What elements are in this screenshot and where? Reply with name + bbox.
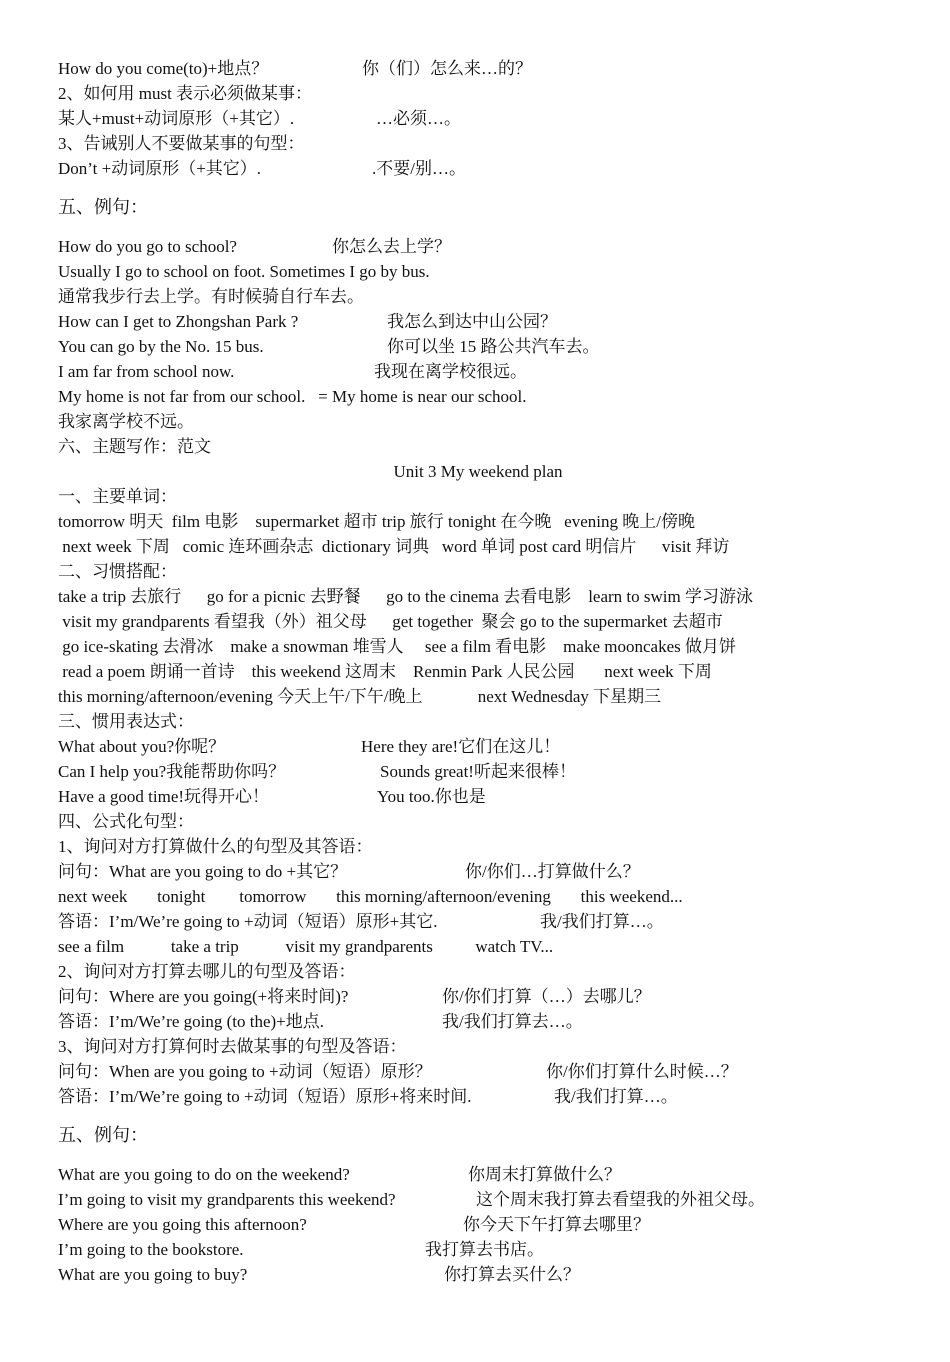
sentence-chinese: 你可以坐 15 路公共汽车去。 — [387, 337, 600, 356]
sentence-pattern: 问句：When are you going to +动词（短语）原形？ — [58, 1062, 432, 1081]
text-line: 2、如何用 must 表示必须做某事： — [58, 84, 313, 103]
sentence-english: I’m going to the bookstore. — [58, 1240, 244, 1259]
sentence-english: You can go by the No. 15 bus. — [58, 337, 264, 356]
text-line — [58, 1262, 898, 1287]
text-line — [58, 1212, 898, 1237]
phrase-line: visit my grandparents 看望我（外）祖父母 get together 聚会 go to the supermarket 去超市 — [58, 612, 723, 631]
vocab-line: next week 下周 comic 连环画杂志 dictionary 词典 word 单词 post card 明信片 visit 拜访 — [58, 537, 730, 556]
phrase-line: this morning/afternoon/evening 今天上午/下午/晚上 next Wednesday 下星期三 — [58, 687, 662, 706]
sentence-english: How do you go to school? — [58, 237, 237, 256]
sentence-chinese: 你怎么去上学？ — [332, 237, 451, 256]
text-line — [58, 334, 898, 359]
phrase-line: go ice-skating 去滑冰 make a snowman 堆雪人 see a film 看电影 make mooncakes 做月饼 — [58, 637, 736, 656]
vocab-line: tomorrow 明天 film 电影 supermarket 超市 trip 旅行 tonight 在今晚 evening 晚上/傍晚 — [58, 512, 695, 531]
section-heading: 四、公式化句型： — [58, 812, 194, 831]
expression: What about you?你呢？ — [58, 737, 226, 756]
text-line: 六、主题写作：范文 — [58, 437, 211, 456]
sentence-chinese: 我打算去书店。 — [425, 1240, 544, 1259]
sentence-english: I am far from school now. — [58, 362, 235, 381]
text-line — [58, 1162, 898, 1187]
sentence-chinese: …必须…。 — [376, 109, 461, 128]
sentence-english: What are you going to buy? — [58, 1265, 248, 1284]
section-heading: 五、例句： — [58, 197, 148, 217]
expression: Can I help you?我能帮助你吗？ — [58, 762, 286, 781]
text-line — [58, 1084, 898, 1109]
sentence-chinese: 我怎么到达中山公园？ — [387, 312, 557, 331]
sentence-english: How do you come(to)+地点？ — [58, 59, 269, 78]
text-line: see a film take a trip visit my grandparents watch TV... — [58, 937, 554, 956]
text-line — [58, 1009, 898, 1034]
sentence-chinese: 我/我们打算…。 — [554, 1087, 678, 1106]
expression: You too.你也是 — [377, 787, 486, 806]
expression-line — [58, 759, 898, 784]
section-heading: 二、习惯搭配： — [58, 562, 177, 581]
sentence-chinese: .不要/别…。 — [372, 159, 466, 178]
sentence-chinese: 你（们）怎么来…的？ — [362, 59, 532, 78]
text-line — [58, 1187, 898, 1212]
expression: Here they are!它们在这儿！ — [361, 737, 561, 756]
text-line: 3、告诫别人不要做某事的句型： — [58, 134, 305, 153]
text-line: 2、询问对方打算去哪儿的句型及答语： — [58, 962, 356, 981]
sentence-english: What are you going to do on the weekend? — [58, 1165, 350, 1184]
sentence-chinese: 你打算去买什么？ — [444, 1265, 580, 1284]
text-line — [58, 309, 898, 334]
sentence-pattern: 答语：I’m/We’re going to +动词（短语）原形+其它. — [58, 912, 438, 931]
expression-line — [58, 734, 898, 759]
text-line — [58, 359, 898, 384]
sentence-chinese: 你/你们…打算做什么？ — [465, 862, 640, 881]
sentence-pattern: 问句：Where are you going(+将来时间)? — [58, 987, 349, 1006]
sentence-chinese: 我现在离学校很远。 — [374, 362, 527, 381]
text-line — [58, 909, 898, 934]
sentence-english: How can I get to Zhongshan Park ? — [58, 312, 299, 331]
sentence-chinese: 我/我们打算去…。 — [442, 1012, 583, 1031]
text-line — [58, 156, 898, 181]
document-page — [58, 56, 898, 1287]
sentence-pattern: 某人+must+动词原形（+其它）. — [58, 109, 295, 128]
sentence-chinese: 你/你们打算什么时候…？ — [546, 1062, 738, 1081]
sentence-pattern: 答语：I’m/We’re going (to the)+地点. — [58, 1012, 324, 1031]
text-line — [58, 1237, 898, 1262]
sentence-chinese: 我/我们打算…。 — [540, 912, 664, 931]
sentence-english: Where are you going this afternoon? — [58, 1215, 307, 1234]
expression: Have a good time!玩得开心！ — [58, 787, 270, 806]
sentence-pattern: 答语：I’m/We’re going to +动词（短语）原形+将来时间. — [58, 1087, 472, 1106]
text-line: 通常我步行去上学。有时候骑自行车去。 — [58, 287, 364, 306]
sentence-chinese: 你/你们打算（…）去哪儿？ — [442, 987, 651, 1006]
phrase-line: take a trip 去旅行 go for a picnic 去野餐 go to the cinema 去看电影 learn to swim 学习游泳 — [58, 587, 753, 606]
unit-title: Unit 3 My weekend plan — [393, 462, 563, 481]
section-heading: 五、例句： — [58, 1125, 148, 1145]
text-line — [58, 1059, 898, 1084]
text-line — [58, 859, 898, 884]
sentence-chinese: 你周末打算做什么？ — [468, 1165, 621, 1184]
text-line — [58, 234, 898, 259]
expression: Sounds great!听起来很棒！ — [380, 762, 576, 781]
text-line: 我家离学校不远。 — [58, 412, 194, 431]
text-line: 1、询问对方打算做什么的句型及其答语： — [58, 837, 373, 856]
sentence-pattern: Don’t +动词原形（+其它）. — [58, 159, 262, 178]
text-line: 3、询问对方打算何时去做某事的句型及答语： — [58, 1037, 407, 1056]
text-line: next week tonight tomorrow this morning/afternoon/evening this weekend... — [58, 887, 683, 906]
sentence-chinese: 这个周末我打算去看望我的外祖父母。 — [476, 1190, 765, 1209]
section-heading: 一、主要单词： — [58, 487, 177, 506]
sentence-chinese: 你今天下午打算去哪里？ — [463, 1215, 650, 1234]
text-line: My home is not far from our school. = My home is near our school. — [58, 387, 527, 406]
text-line — [58, 106, 898, 131]
expression-line — [58, 784, 898, 809]
text-line — [58, 984, 898, 1009]
sentence-pattern: 问句：What are you going to do +其它？ — [58, 862, 348, 881]
text-line — [58, 56, 898, 81]
text-line: Usually I go to school on foot. Sometimes I go by bus. — [58, 262, 430, 281]
phrase-line: read a poem 朗诵一首诗 this weekend 这周末 Renmin Park 人民公园 next week 下周 — [58, 662, 712, 681]
section-heading: 三、惯用表达式： — [58, 712, 194, 731]
sentence-english: I’m going to visit my grandparents this weekend? — [58, 1190, 396, 1209]
